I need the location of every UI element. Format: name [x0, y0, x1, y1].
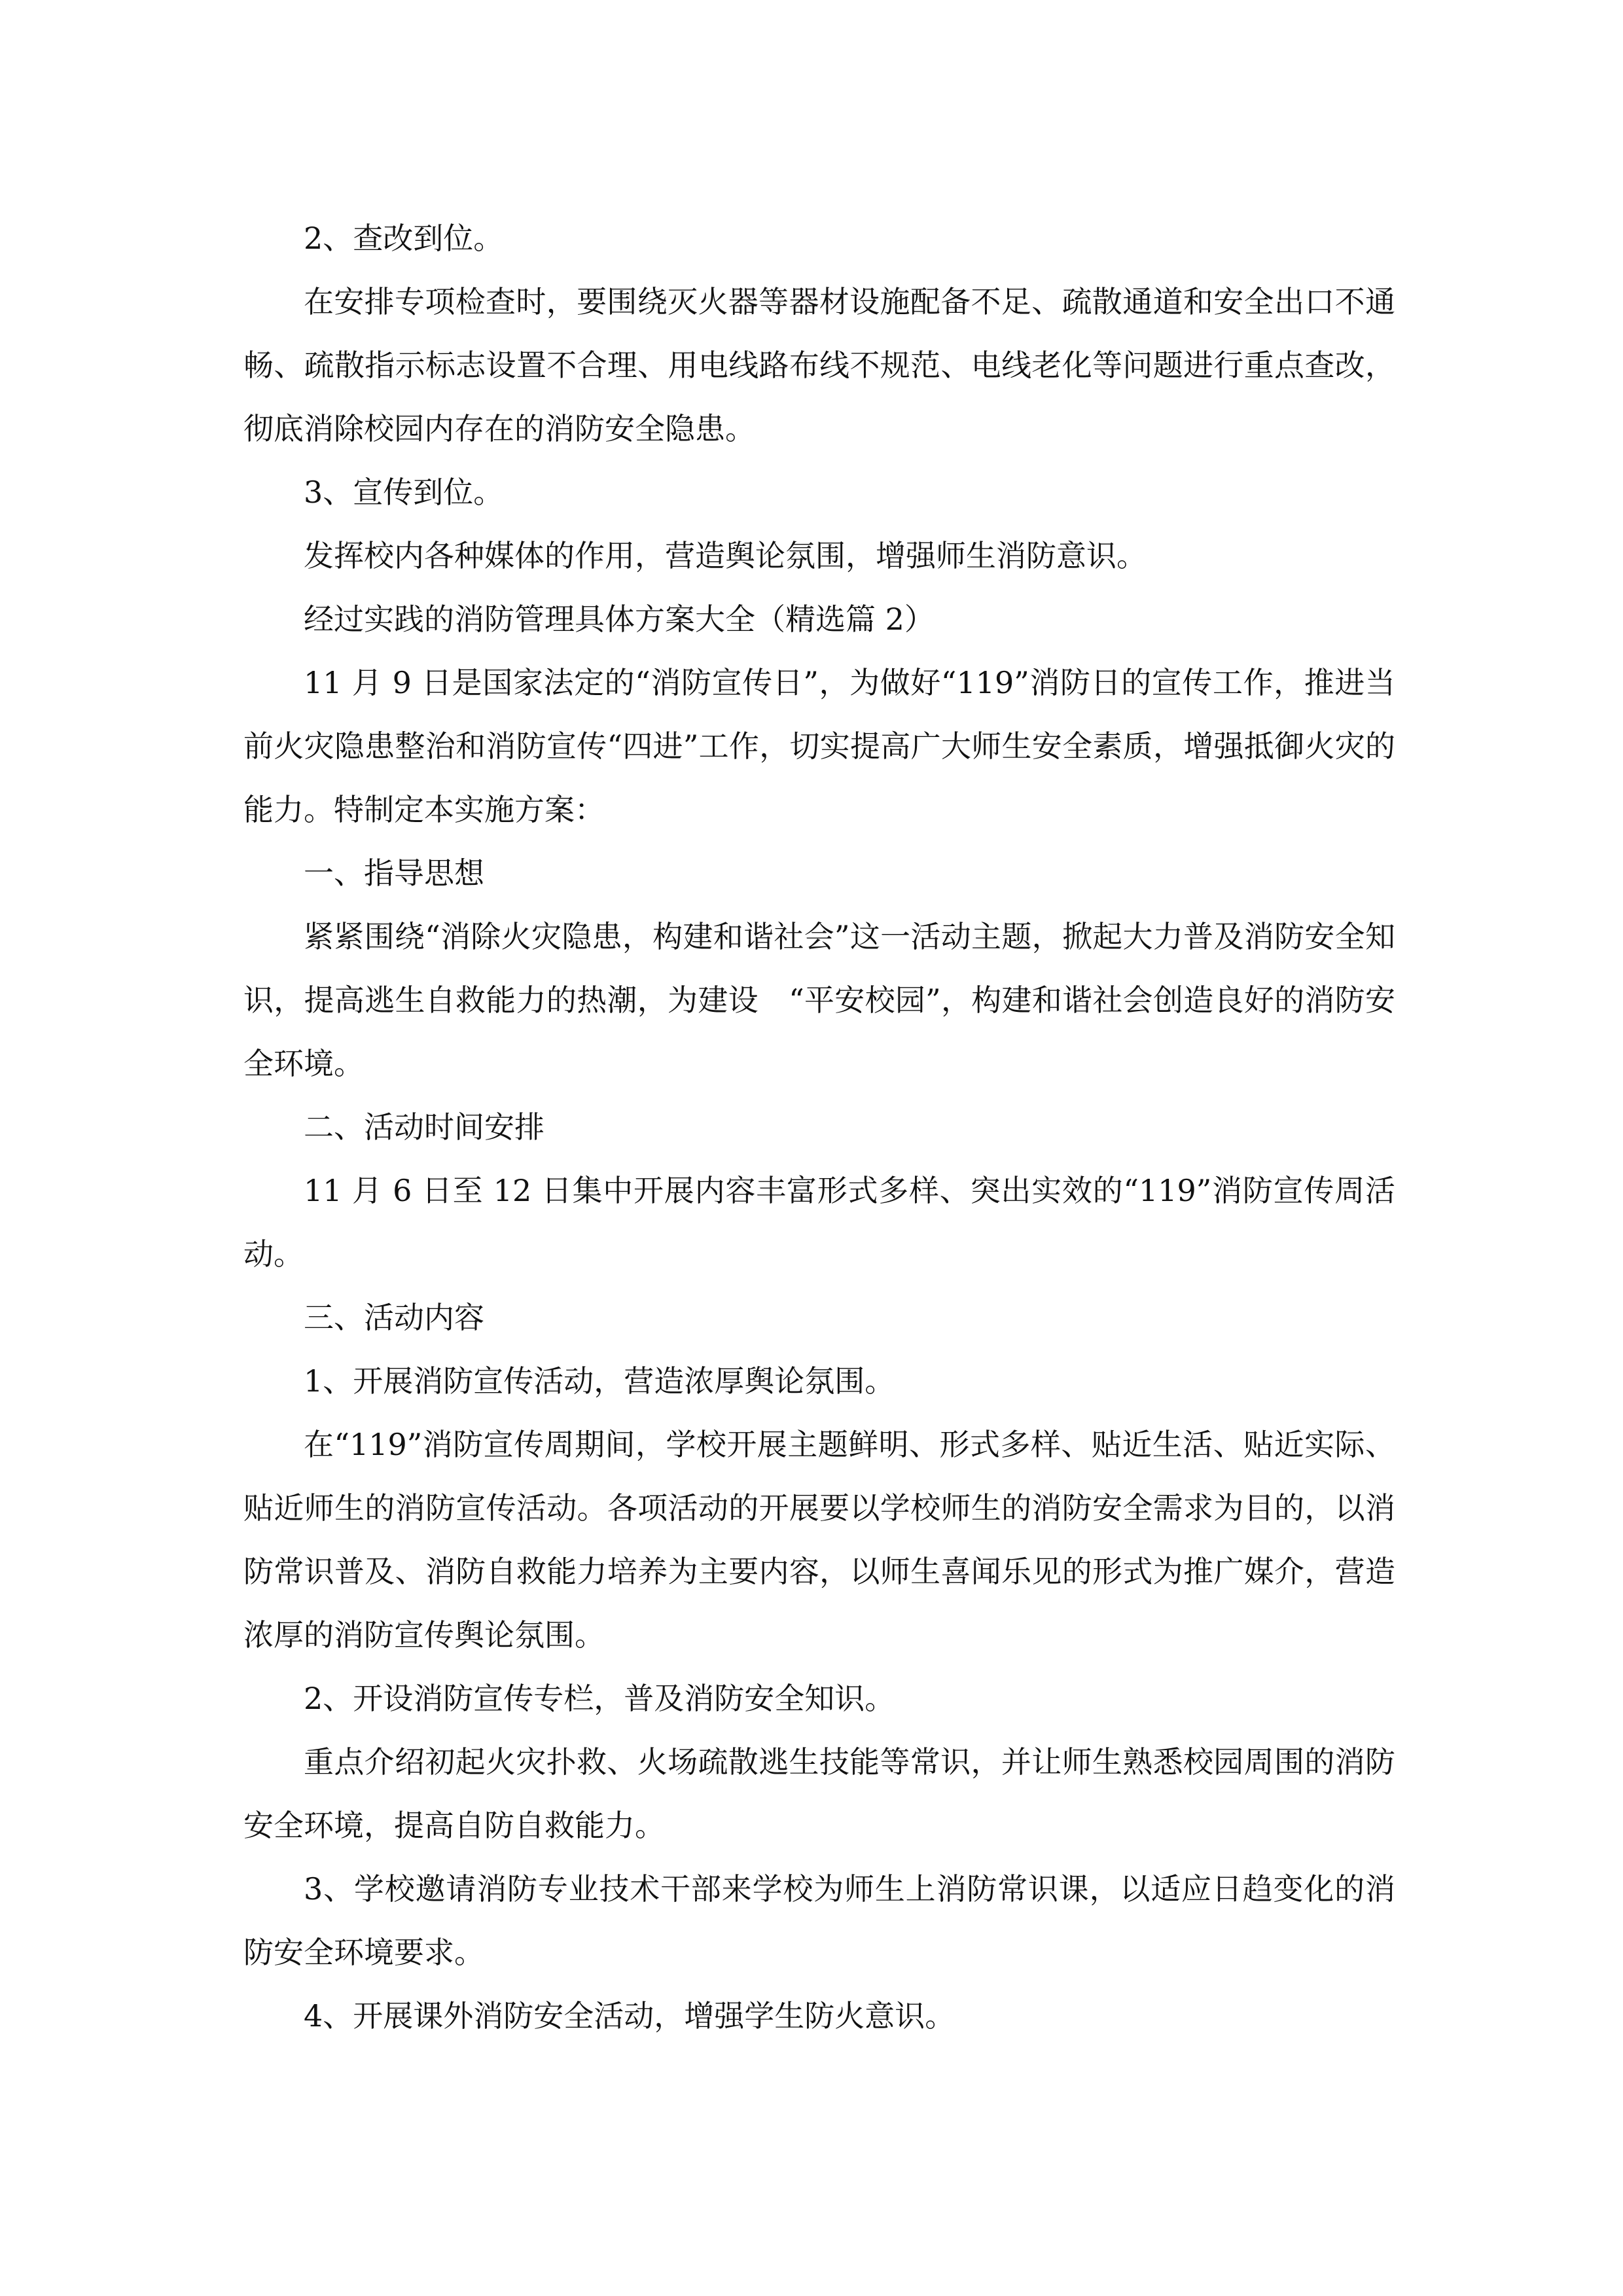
paragraph-activity-2: 重点介绍初起火灾扑救、火场疏散逃生技能等常识，并让师生熟悉校园周围的消防安全环境，提高自防自救能力。 — [243, 1744, 1395, 1843]
section-title-selected-2: 经过实践的消防管理具体方案大全（精选篇 2） — [304, 601, 935, 637]
paragraph-heading-rectify: 2、查改到位。 — [304, 221, 504, 256]
paragraph-activity-3: 3、学校邀请消防专业技术干部来学校为师生上消防常识课，以适应日趋变化的消防安全环境要求。 — [243, 1871, 1395, 1970]
heading-activity-1: 1、开展消防宣传活动，营造浓厚舆论氛围。 — [304, 1363, 895, 1399]
paragraph-activity-1: 在“119”消防宣传周期间，学校开展主题鲜明、形式多样、贴近生活、贴近实际、贴近师生的消防宣传活动。各项活动的开展要以学校师生的消防安全需求为目的，以消防常识普及、消防自救能力培养为主要内容，以师生喜闻乐见的形式为推广媒介，营造浓厚的消防宣传舆论氛围。 — [243, 1427, 1395, 1653]
paragraph-media-role: 发挥校内各种媒体的作用，营造舆论氛围，增强师生消防意识。 — [304, 538, 1147, 573]
paragraph-intro: 11 月 9 日是国家法定的“消防宣传日”，为做好“119”消防日的宣传工作，推进当前火灾隐患整治和消防宣传“四进”工作，切实提高广大师生安全素质，增强抵御火灾的能力。特制定本实施方案： — [243, 665, 1395, 827]
heading-activity-4: 4、开展课外消防安全活动，增强学生防火意识。 — [304, 1998, 955, 2034]
heading-activity-2: 2、开设消防宣传专栏，普及消防安全知识。 — [304, 1681, 895, 1716]
heading-guiding-thought: 一、指导思想 — [304, 855, 484, 891]
heading-schedule: 二、活动时间安排 — [304, 1109, 544, 1145]
paragraph-heading-publicity: 3、宣传到位。 — [304, 475, 504, 510]
document-body — [243, 207, 1395, 2048]
paragraph-schedule: 11 月 6 日至 12 日集中开展内容丰富形式多样、突出实效的“119”消防宣传周活动。 — [243, 1173, 1395, 1272]
heading-activity-content: 三、活动内容 — [304, 1300, 484, 1335]
paragraph-inspection-detail: 在安排专项检查时，要围绕灭火器等器材设施配备不足、疏散通道和安全出口不通畅、疏散指示标志设置不合理、用电线路布线不规范、电线老化等问题进行重点查改，彻底消除校园内存在的消防安全隐患。 — [243, 284, 1395, 446]
paragraph-guiding-thought: 紧紧围绕“消除火灾隐患，构建和谐社会”这一活动主题，掀起大力普及消防安全知识，提高逃生自救能力的热潮，为建设 “平安校园”，构建和谐社会创造良好的消防安全环境。 — [243, 919, 1395, 1081]
